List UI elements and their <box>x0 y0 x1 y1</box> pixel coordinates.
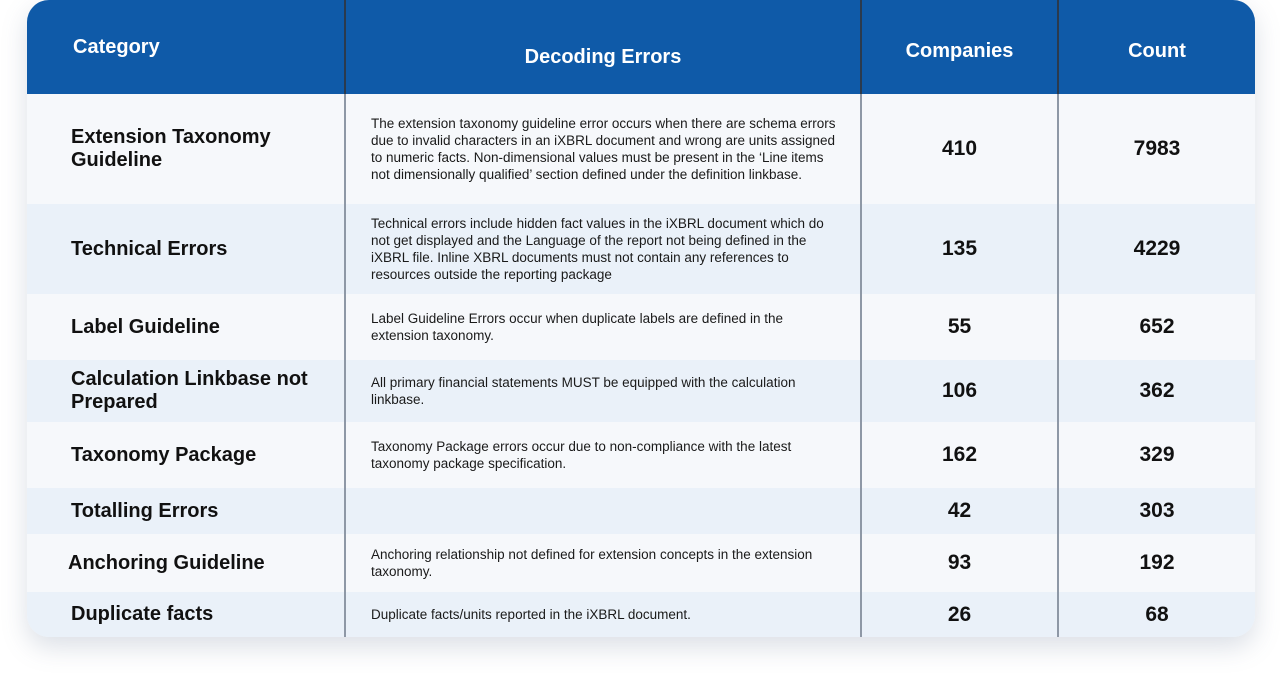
category-cell: Anchoring Guideline <box>27 534 345 592</box>
column-header-decoding-errors: Decoding Errors <box>345 0 861 94</box>
category-cell: Duplicate facts <box>27 592 345 637</box>
description-cell: Label Guideline Errors occur when duplicate labels are defined in the extension taxonomy. <box>345 294 861 360</box>
category-cell: Label Guideline <box>27 294 345 360</box>
companies-cell: 135 <box>861 204 1058 294</box>
description-cell: Technical errors include hidden fact values in the iXBRL document which do not get displayed and the Language of the report not being defined in the iXBRL file. Inline XBRL documents must not contain any references to resources outside the reporting package <box>345 204 861 294</box>
table-header-row <box>27 0 1255 94</box>
table-row <box>27 294 1255 360</box>
count-cell: 652 <box>1139 315 1175 338</box>
description-cell <box>345 488 861 534</box>
companies-cell: 162 <box>861 422 1058 488</box>
table-row <box>27 534 1255 592</box>
companies-cell: 42 <box>861 488 1058 534</box>
count-cell: 68 <box>1145 602 1169 626</box>
companies-cell: 410 <box>861 94 1058 204</box>
category-cell: Extension Taxonomy Guideline <box>27 94 345 204</box>
companies-cell: 106 <box>861 360 1058 422</box>
description-cell: The extension taxonomy guideline error occurs when there are schema errors due to invalid characters in an iXBRL document and wrong are units assigned to numeric facts. Non-dimensional values must be present in the ‘Line items not dimensionally qualified’ section defined under the definition linkbase. <box>345 94 861 204</box>
count-cell: 303 <box>1139 499 1175 522</box>
description-cell: Duplicate facts/units reported in the iXBRL document. <box>345 592 861 637</box>
errors-table-card <box>27 0 1255 637</box>
table-row <box>27 422 1255 488</box>
table-row <box>27 94 1255 204</box>
table-row <box>27 360 1255 422</box>
description-cell: Taxonomy Package errors occur due to non-compliance with the latest taxonomy package specification. <box>345 422 861 488</box>
table-row <box>27 592 1255 637</box>
column-header-companies: Companies <box>861 0 1058 94</box>
table-body <box>27 94 1255 637</box>
description-cell: All primary financial statements MUST be equipped with the calculation linkbase. <box>345 360 861 422</box>
column-header-count: Count <box>1128 39 1186 62</box>
table-row <box>27 204 1255 294</box>
category-cell: Totalling Errors <box>27 488 345 534</box>
category-cell: Technical Errors <box>27 204 345 294</box>
table-row <box>27 488 1255 534</box>
companies-cell: 93 <box>861 534 1058 592</box>
count-cell: 362 <box>1139 379 1175 402</box>
category-cell: Calculation Linkbase not Prepared <box>27 360 345 422</box>
description-cell: Anchoring relationship not defined for extension concepts in the extension taxonomy. <box>345 534 861 592</box>
count-cell: 4229 <box>1133 237 1181 260</box>
decoding-errors-table <box>27 0 1255 637</box>
count-cell: 7983 <box>1133 137 1181 160</box>
category-cell: Taxonomy Package <box>27 422 345 488</box>
column-header-category: Category <box>27 0 345 94</box>
companies-cell: 26 <box>861 592 1058 637</box>
count-cell: 329 <box>1139 443 1175 466</box>
companies-cell: 55 <box>861 294 1058 360</box>
table-header <box>27 0 1255 94</box>
count-cell: 192 <box>1139 551 1175 574</box>
